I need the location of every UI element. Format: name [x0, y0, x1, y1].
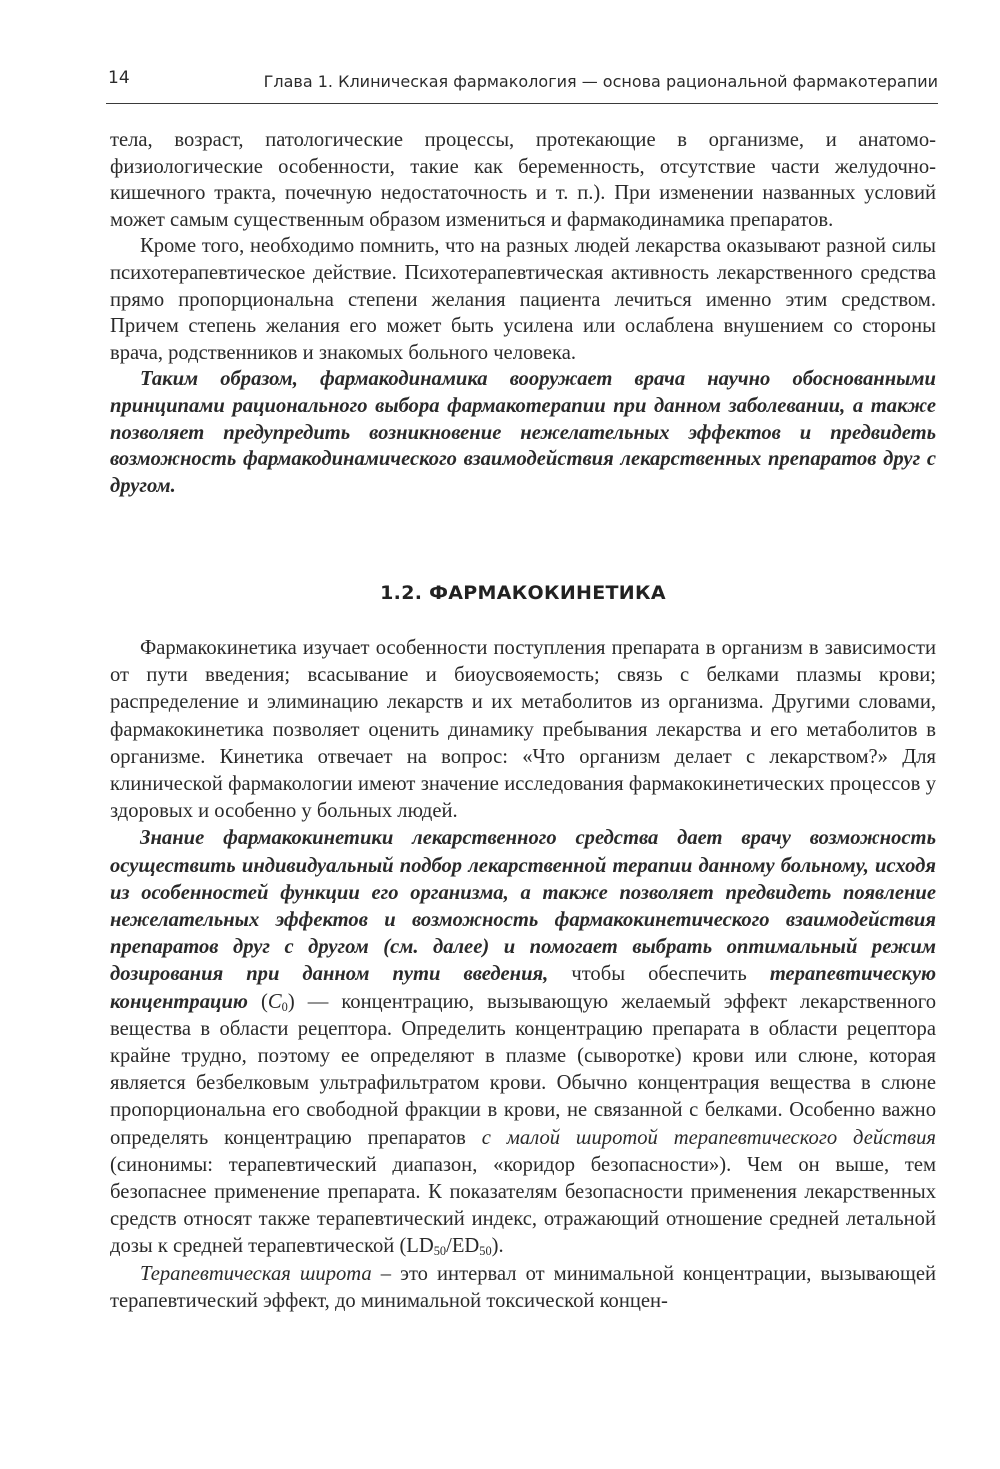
running-head — [108, 62, 938, 96]
text-segment: /ED — [446, 1235, 480, 1258]
text-segment: – это интервал от минимальной концентрации, вызывающей терапевтический эффект, до минимальной токсической концен- — [110, 1262, 936, 1312]
text-segment: ( — [247, 990, 268, 1013]
term-therapeutic-concentration: терапевтическую концентрацию — [110, 963, 936, 1013]
chapter-title: Глава 1. Клиническая фармакология — основа рациональной фармакотерапии — [263, 72, 938, 91]
page-number: 14 — [108, 68, 130, 88]
term-therapeutic-range: Терапевтическая широта — [140, 1262, 372, 1285]
paragraph-pharmacodynamics-summary: Таким образом, фармакодинамика вооружает врача научно обоснованными принципами рационального выбора фармакотерапии при данном заболевании, а также позволяет предупредить возникновение нежелательных эффектов и предвидеть возможность фармакодинамического взаимодействия лекарственных препаратов друг с другом. — [110, 368, 936, 497]
emphasis-knowledge: Знание фармакокинетики лекарственного средства дает врачу возможность осуществить индивидуальный подбор лекарственной терапии данному больному, исходя из особенностей функции его организма, а также позволяет предвидеть появление нежелательных эффектов и возможность фармакокинетического взаимодействия препаратов друг с другом (см. далее) и помогает выбрать оптимальный режим дозирования при данном пути введения, — [110, 827, 936, 986]
section-heading: 1.2. ФАРМАКОКИНЕТИКА — [380, 582, 666, 604]
ed-subscript: 50 — [479, 1244, 492, 1259]
text-segment: чтобы обеспечить — [548, 963, 770, 986]
term-narrow-range: с малой широтой терапевтического действия — [481, 1126, 936, 1149]
text-segment: ) — концентрацию, вызывающую желаемый эффект лекарственного вещества в области рецептора. Определить концентрацию препарата в области рецептора крайне трудно, поэтому ее определяют в плазме (сыворотке) крови или слюне, которая является безбелковым ультрафильтратом крови. Обычно концентрация вещества в слюне пропорциональна его свободной фракции в крови, не связанной с белками. Особенно важно определять концентрацию препаратов — [110, 990, 936, 1149]
paragraph-continuation: тела, возраст, патологические процессы, протекающие в организме, и анатомо-физиологические особенности, такие как беременность, отсутствие части желудочно-кишечного тракта, почечную недостаточность и т. п.). При изменении названных условий может самым существенным образом измениться и фармакодинамика препаратов. — [110, 129, 936, 231]
text-segment: (синонимы: терапевтический диапазон, «коридор безопасности»). Чем он выше, тем безопаснее применение препарата. К показателям безопасности применения лекарственных средств относят также терапевтический индекс, отражающий отношение средней летальной дозы к средней терапевтической (LD — [110, 1153, 936, 1258]
paragraph-pharmacokinetics-definition: Фармакокинетика изучает особенности поступления препарата в организм в зависимости от пути введения; всасывание и биоусвояемость; связь с белками плазмы крови; распределение и элиминацию лекарств и их метаболитов из организма. Другими словами, фармакокинетика позволяет оценить динамику пребывания лекарства и его метаболитов в организме. Кинетика отвечает на вопрос: «Что организм делает с лекарством?» Для клинической фармакологии имеют значение исследования фармакокинетических процессов у здоровых и особенно у больных людей. — [110, 637, 936, 823]
symbol-c-subscript: 0 — [281, 999, 288, 1014]
ld-subscript: 50 — [433, 1244, 447, 1259]
symbol-c: C — [267, 990, 282, 1013]
paragraph-therapeutic-range — [110, 1261, 936, 1315]
upper-text-block — [110, 127, 936, 499]
paragraph-pharmacokinetics-knowledge — [110, 825, 936, 1260]
header-divider — [106, 103, 938, 104]
lower-text-block — [110, 635, 936, 1315]
paragraph-psychotherapy: Кроме того, необходимо помнить, что на разных людей лекарства оказывают разной силы психотерапевтическое действие. Психотерапевтическая активность лекарственного средства прямо пропорциональна степени желания пациента лечиться именно этим средством. Причем степень желания его может быть усилена или ослаблена внушением со стороны врача, родственников и знакомых больного человека. — [110, 235, 936, 364]
text-segment: ). — [491, 1235, 504, 1258]
